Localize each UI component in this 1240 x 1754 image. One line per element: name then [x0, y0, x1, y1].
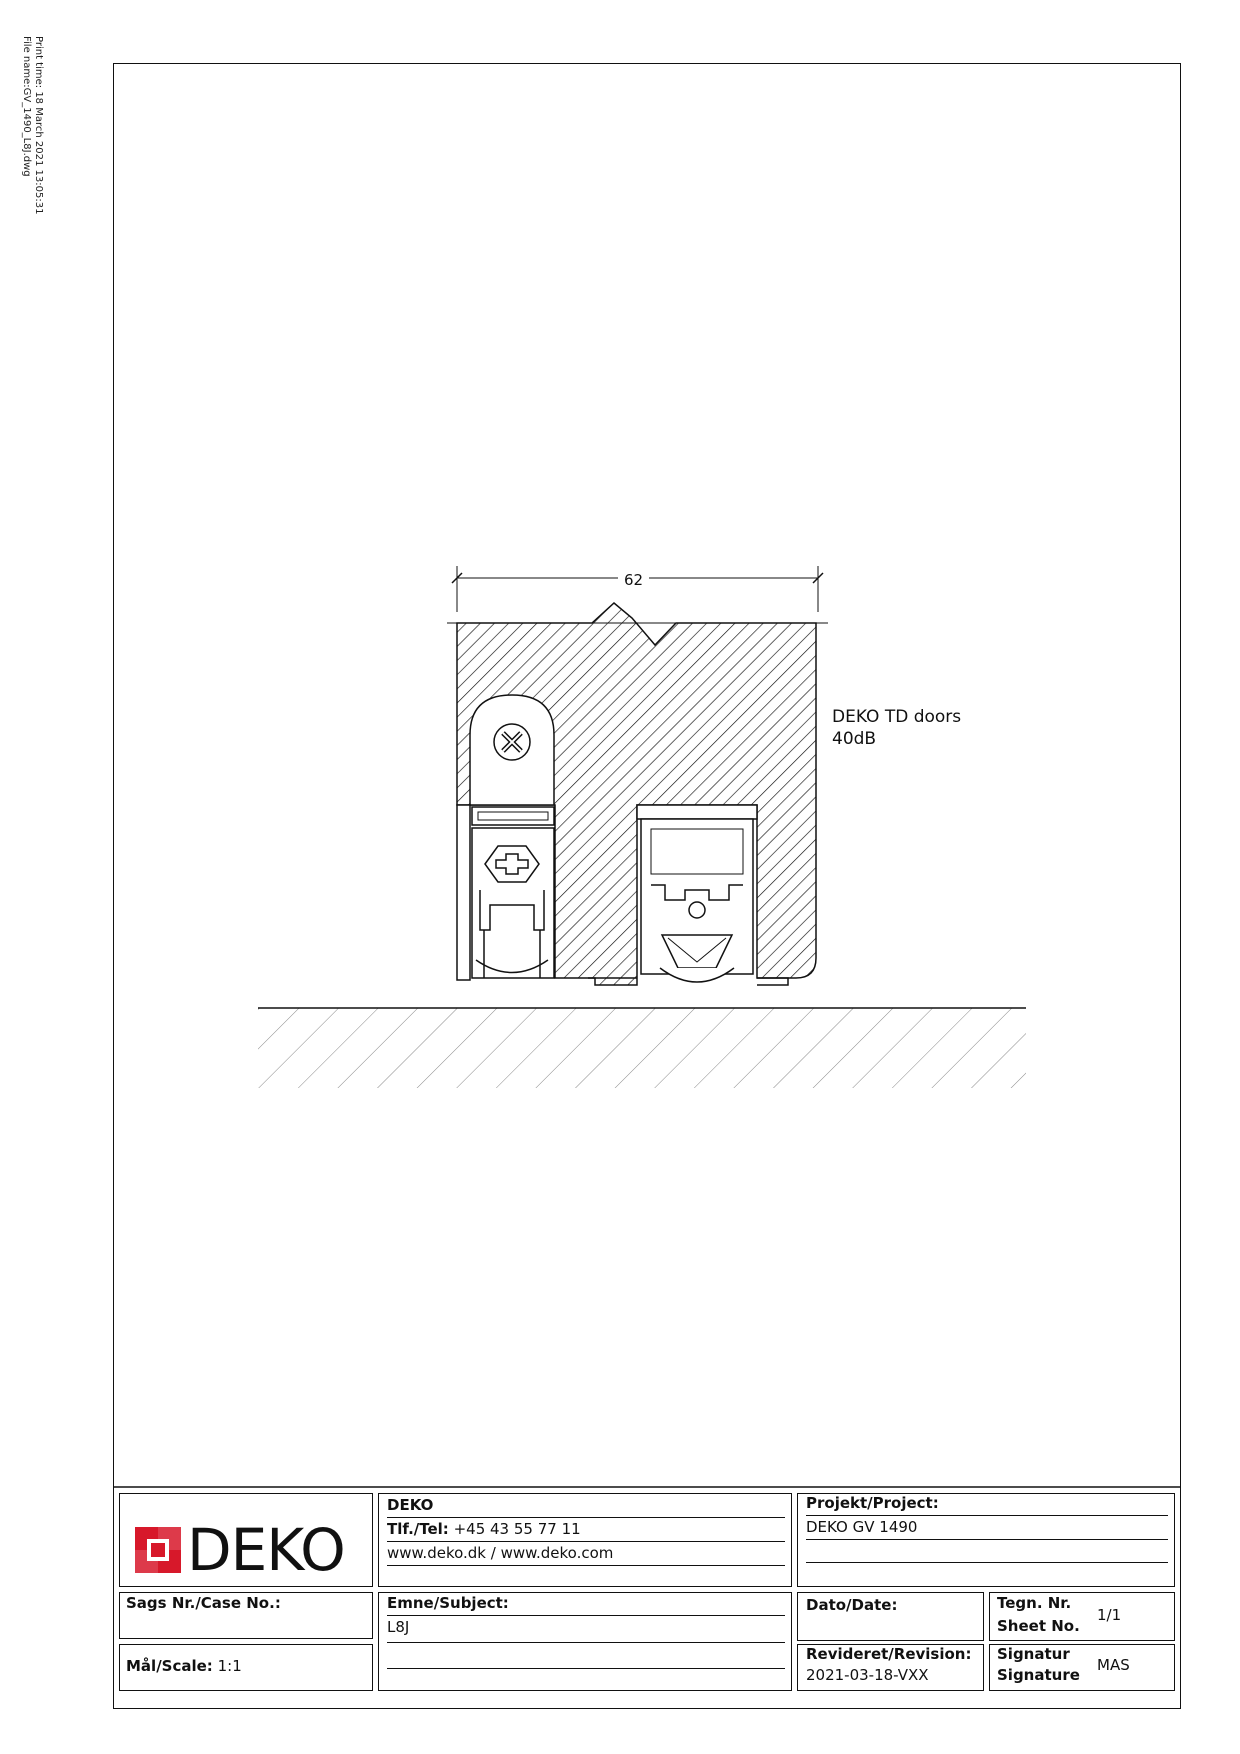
note-line-1: DEKO TD doors: [832, 707, 962, 727]
sheet-label-1: Tegn. Nr.: [997, 1594, 1072, 1612]
logo-wordmark: DEKO: [187, 1516, 345, 1584]
case-label: Sags Nr./Case No.:: [126, 1594, 281, 1612]
revision-value: 2021-03-18-VXX: [806, 1666, 929, 1684]
company-box: [378, 1493, 792, 1587]
screw-head-icon: [494, 724, 530, 760]
file-name: File name:GV_1490_L8J.dwg: [21, 36, 32, 177]
revision-label: Revideret/Revision:: [806, 1645, 972, 1663]
signature-label-1: Signatur: [997, 1645, 1070, 1663]
date-label: Dato/Date:: [806, 1596, 898, 1614]
company-name: DEKO: [387, 1496, 434, 1514]
print-time: Print time: 18 March 2021 13:05:31: [33, 36, 44, 215]
tel-label: Tlf./Tel:: [387, 1520, 449, 1538]
subject-value: L8J: [387, 1618, 410, 1636]
deko-logo-icon: [135, 1527, 181, 1573]
project-label: Projekt/Project:: [806, 1494, 939, 1512]
floor-section: [258, 1008, 1026, 1088]
scale-value: 1:1: [217, 1657, 242, 1675]
tel-value: +45 43 55 77 11: [453, 1520, 581, 1538]
scale-field: [126, 1657, 242, 1675]
sheet-value: 1/1: [1097, 1606, 1122, 1624]
left-seal-profile: [457, 805, 554, 980]
company-tel: [387, 1520, 581, 1538]
note-line-2: 40dB: [832, 729, 877, 749]
signature-value: MAS: [1097, 1656, 1130, 1674]
signature-label-2: Signature: [997, 1666, 1080, 1684]
dimension-label: 62: [618, 571, 649, 589]
scale-label: Mål/Scale:: [126, 1657, 213, 1675]
company-logo: [135, 1516, 345, 1584]
drawing-note: [832, 706, 961, 750]
subject-label: Emne/Subject:: [387, 1594, 509, 1612]
project-value: DEKO GV 1490: [806, 1518, 918, 1536]
sheet-label-2: Sheet No.: [997, 1617, 1080, 1635]
company-web: www.deko.dk / www.deko.com: [387, 1544, 614, 1562]
